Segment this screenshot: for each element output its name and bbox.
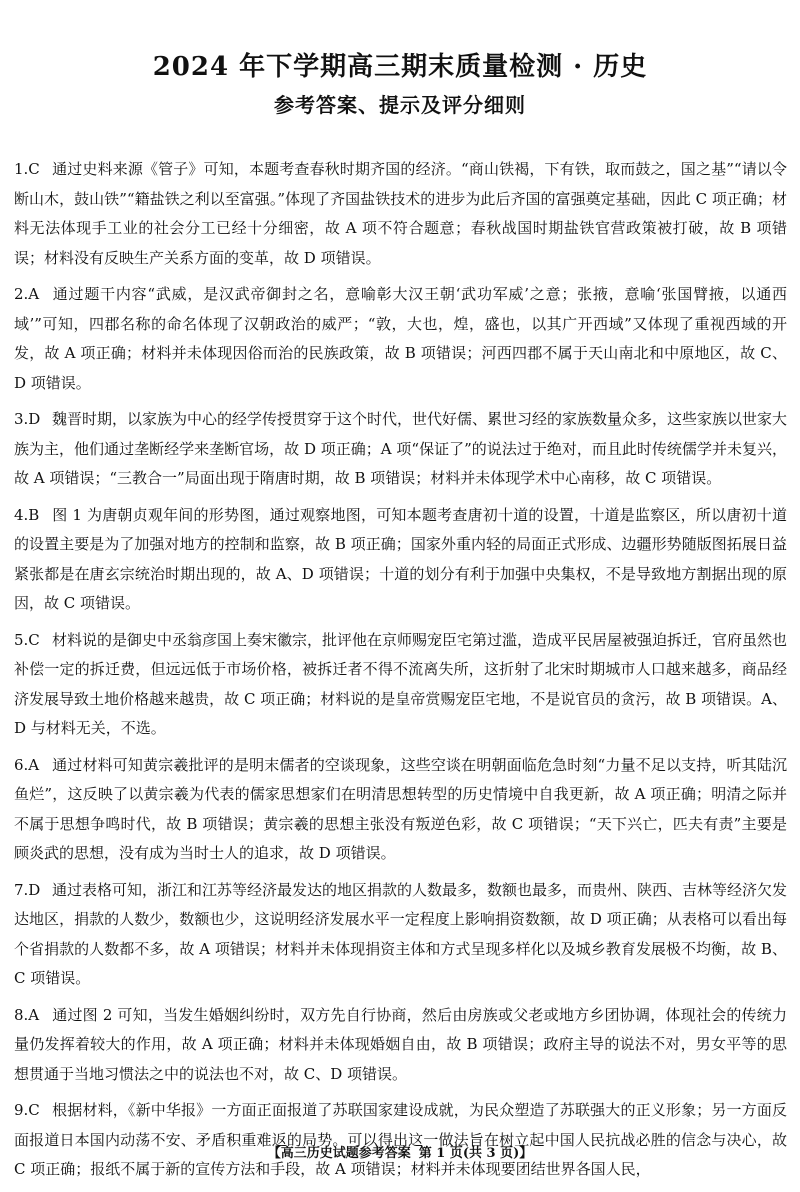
- footer-page-info: 第 1 页(共 3 页)】: [418, 1146, 533, 1161]
- answer-item: [14, 280, 787, 398]
- footer-doc-label: 【高三历史试题参考答案: [267, 1146, 411, 1161]
- answer-item: [14, 751, 787, 869]
- answer-item: [14, 626, 787, 744]
- answer-explanation: 根据材料，《新中华报》一方面正面报道了苏联国家建设成就，为民众塑造了苏联强大的正义形象；另一方面反面报道日本国内动荡不安、矛盾积重难返的局势。可以得出这一做法旨在树立起中国人民抗战必胜的信念与决心，故 C 项正确；报纸不属于新的宣传方法和手段，故 A 项错误；材料并未体现要团结世界各国人民，: [14, 1101, 787, 1178]
- answer-number: 8.A: [14, 1005, 40, 1024]
- answer-explanation: 通过史料来源《管子》可知，本题考查春秋时期齐国的经济。“商山铁褐，下有铁，取而鼓之，国之基”“请以令断山木，鼓山铁”“籍盐铁之利以至富强。”体现了齐国盐铁技术的进步为此后齐国的富强奠定基础，因此 C 项正确；材料无法体现手工业的社会分工已经十分细密，故 A 项不符合题意；春秋战国时期盐铁官营政策被打破，故 B 项错误；材料没有反映生产关系方面的变革，故 D 项错误。: [14, 160, 787, 267]
- answer-explanation: 通过表格可知，浙江和江苏等经济最发达的地区捐款的人数最多，数额也最多，而贵州、陕西、吉林等经济欠发达地区，捐款的人数少，数额也少，这说明经济发展水平一定程度上影响捐资数额，故 D 项正确；从表格可以看出每个省捐款的人数都不多，故 A 项错误；材料并未体现捐资主体和方式呈现多样化以及城乡教育发展极不均衡，故 B、C 项错误。: [14, 880, 788, 987]
- answer-item: [14, 501, 787, 619]
- answer-number: 3.D: [14, 410, 41, 428]
- answer-number: 9.C: [14, 1101, 40, 1119]
- page-title: 2024 年下学期高三期末质量检测 · 历史: [152, 52, 648, 82]
- answer-item: [14, 1096, 787, 1185]
- answer-number: 7.D: [14, 880, 41, 899]
- answer-number: 2.A: [14, 285, 40, 303]
- answer-explanation: 通过题干内容“武威，是汉武帝御封之名，意喻彰大汉王朝‘武功军威’之意；张掖，意喻‘张国臂掖，以通西域’”可知，四郡名称的命名体现了汉朝政治的威严；“敦，大也，煌，盛也，以其广开西域”又体现了重视西域的开发，故 A 项正确；材料并未体现因俗而治的民族政策，故 B 项错误；河西四郡不属于天山南北和中原地区，故 C、D 项错误。: [14, 285, 787, 392]
- answer-explanation: 魏晋时期，以家族为中心的经学传授贯穿于这个时代，世代好儒、累世习经的家族数量众多，这些家族以世家大族为主，他们通过垄断经学来垄断官场，故 D 项正确；A 项“保证了”的说法过于绝对，而且此时传统儒学并未复兴，故 A 项错误；“三教合一”局面出现于隋唐时期，故 B 项错误；材料并未体现学术中心南移，故 C 项错误。: [14, 410, 788, 487]
- answer-explanation: 图 1 为唐朝贞观年间的形势图，通过观察地图，可知本题考查唐初十道的设置，十道是监察区，所以唐初十道的设置主要是为了加强对地方的控制和监察，故 B 项正确；国家外重内轻的局面正式形成、边疆形势随版图拓展日益紧张都是在唐玄宗统治时期出现的，故 A、D 项错误；十道的划分有利于加强中央集权，不是导致地方割据出现的原因，故 C 项错误。: [14, 505, 787, 612]
- answer-item: [14, 1001, 787, 1090]
- answer-number: 6.A: [14, 755, 40, 774]
- answer-number: 4.B: [14, 505, 40, 524]
- answer-list: [14, 155, 787, 1192]
- answer-item: [14, 155, 787, 273]
- answer-number: 5.C: [14, 630, 40, 649]
- answer-explanation: 通过材料可知黄宗羲批评的是明末儒者的空谈现象，这些空谈在明朝面临危急时刻“力量不足以支持，听其陆沉鱼烂”，这反映了以黄宗羲为代表的儒家思想家们在明清思想转型的历史情境中自我更新，故 A 项正确；明清之际并不属于思想争鸣时代，故 B 项错误；黄宗羲的思想主张没有叛逆色彩，故 C 项错误；“天下兴亡，匹夫有责”主要是顾炎武的思想，没有成为当时士人的追求，故 D 项错误。: [14, 755, 787, 862]
- answer-item: [14, 876, 787, 994]
- answer-item: [14, 405, 787, 494]
- page-subtitle: 参考答案、提示及评分细则: [274, 93, 526, 117]
- answer-explanation: 材料说的是御史中丞翁彦国上奏宋徽宗，批评他在京师赐宠臣宅第过滥，造成平民居屋被强迫拆迁，官府虽然也补偿一定的拆迁费，但远远低于市场价格，被拆迁者不得不流离失所，这折射了北宋时期城市人口越来越多，商品经济发展导致土地价格越来越贵，故 C 项正确；材料说的是皇帝赏赐宠臣宅地，不是说官员的贪污，故 B 项错误。A、D 与材料无关，不选。: [14, 630, 788, 737]
- page-footer: [0, 1142, 800, 1161]
- answer-explanation: 通过图 2 可知，当发生婚姻纠纷时，双方先自行协商，然后由房族或父老或地方乡团协调，体现社会的传统力量仍发挥着较大的作用，故 A 项正确；材料并未体现婚姻自由，故 B 项错误；政府主导的说法不对，男女平等的思想贯通于当地习惯法之中的说法也不对，故 C、D 项错误。: [14, 1005, 787, 1083]
- answer-number: 1.C: [14, 160, 40, 178]
